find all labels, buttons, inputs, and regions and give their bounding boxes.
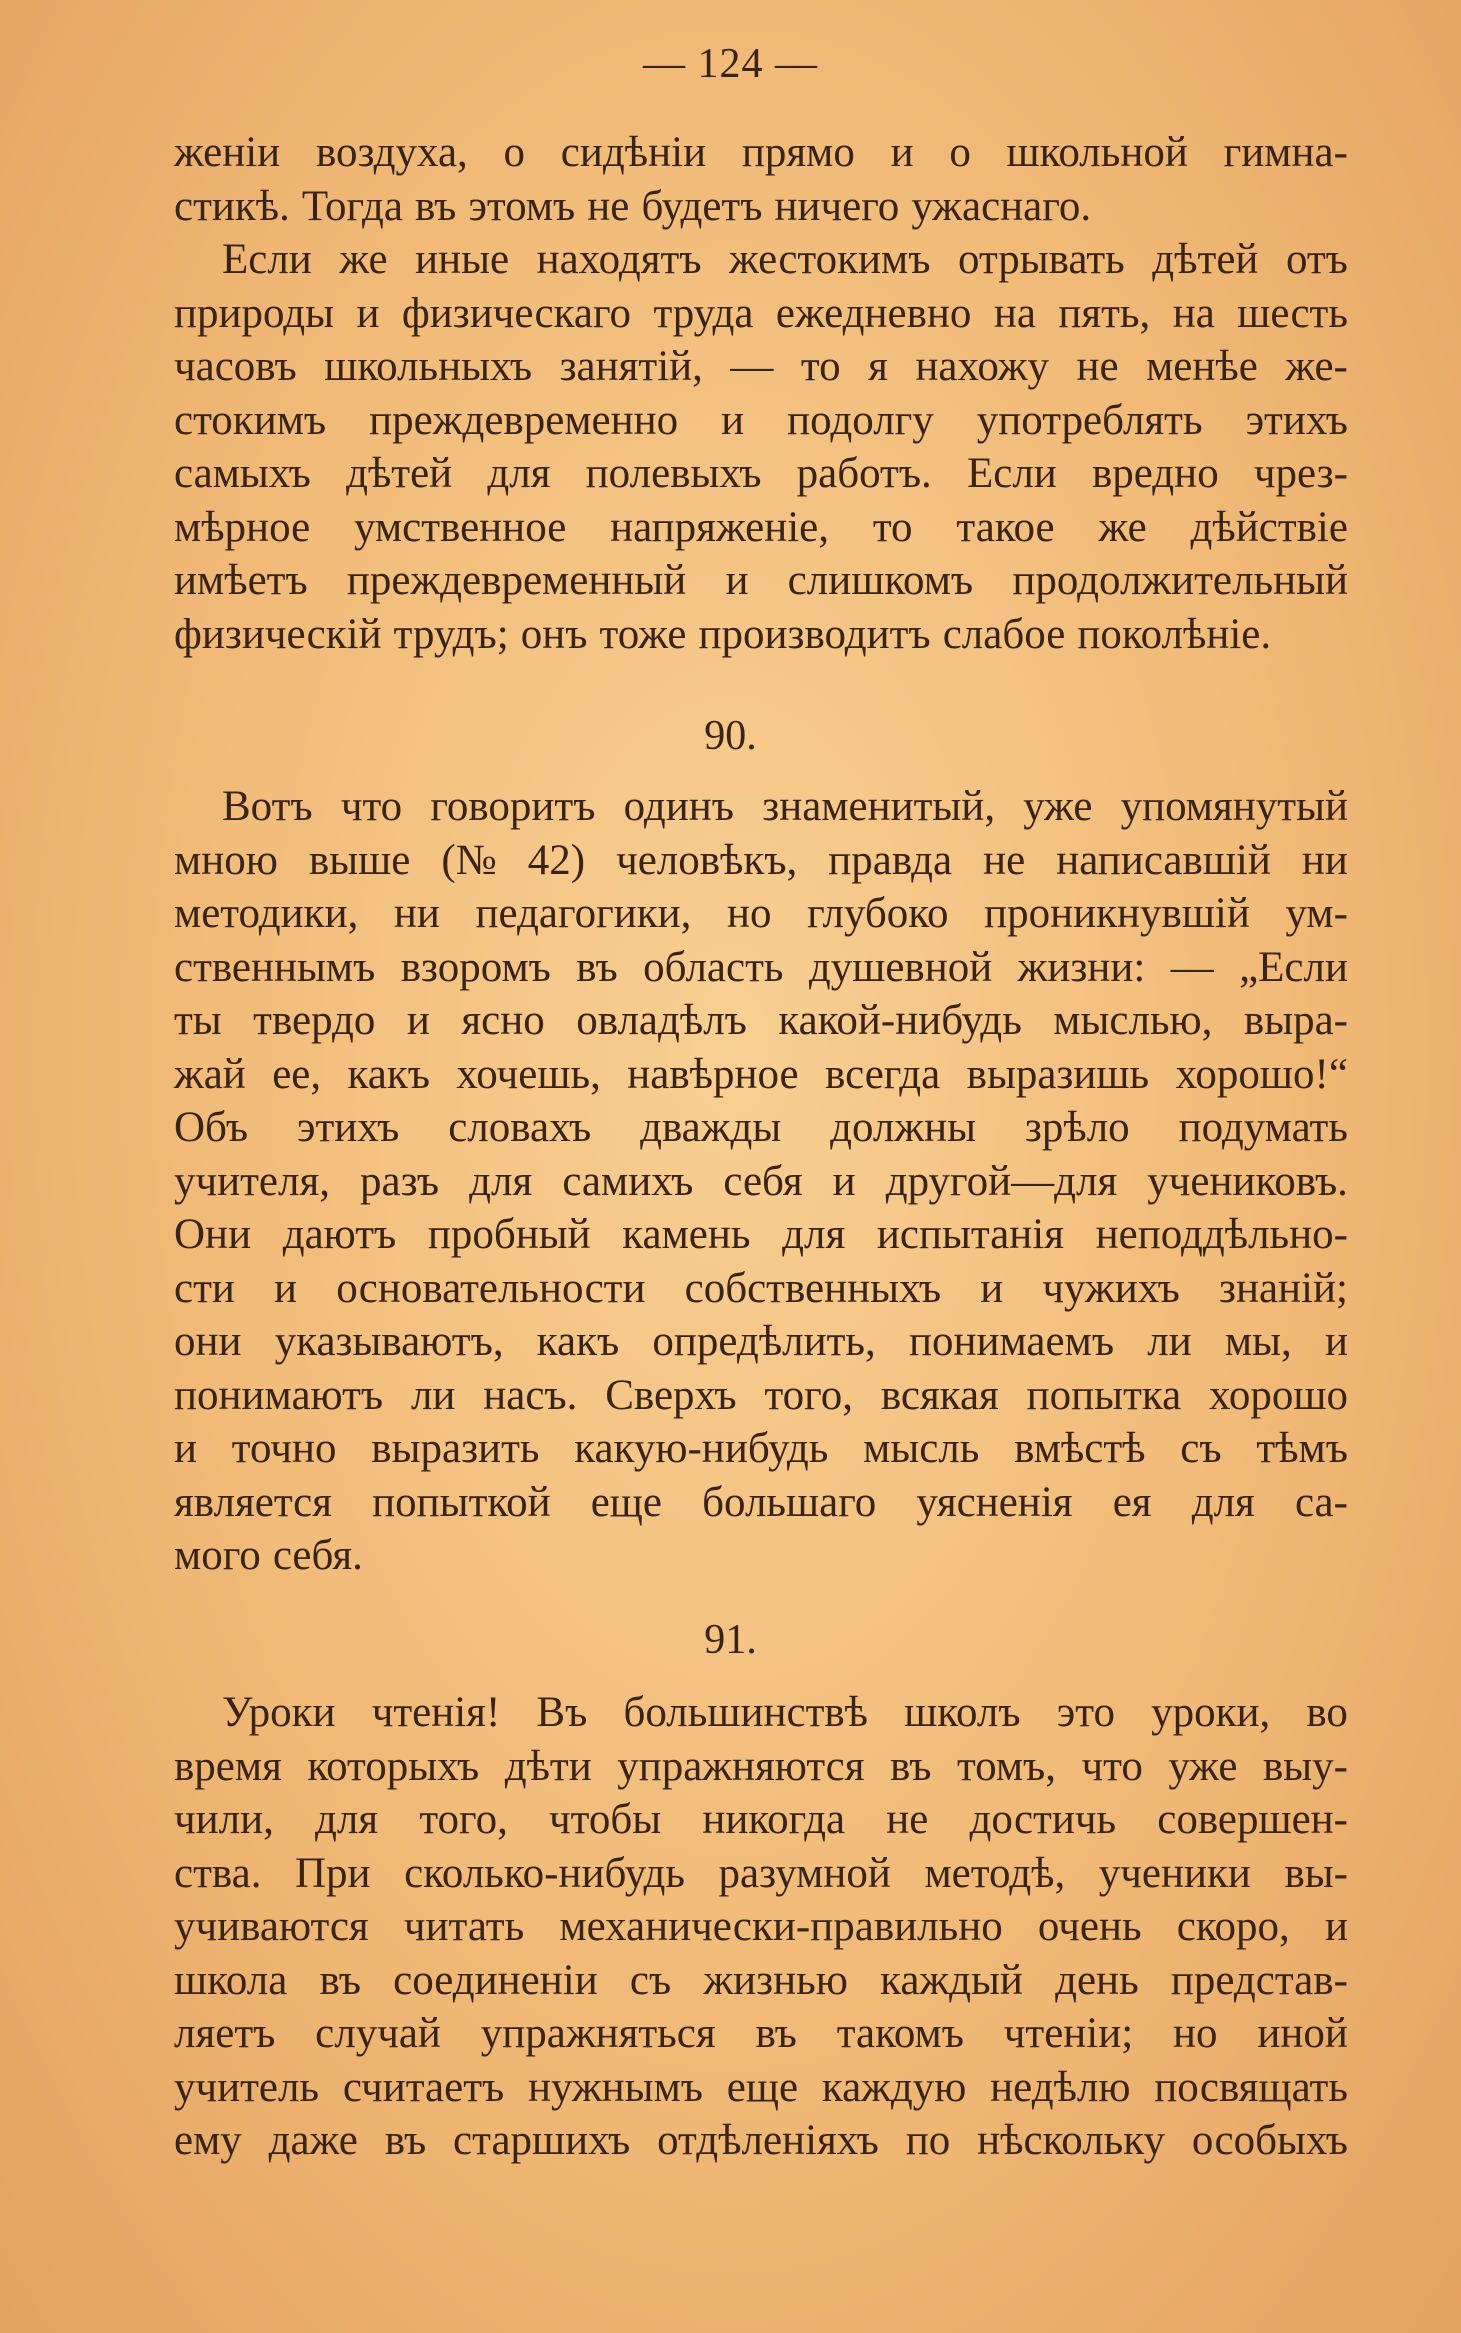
word: съ: [629, 1956, 672, 2004]
word: упражняться: [480, 2010, 716, 2057]
text-line: [174, 1422, 1348, 1476]
word: не: [587, 182, 630, 230]
word: и: [1324, 1318, 1348, 1365]
word: труда: [653, 289, 754, 337]
text-line: [174, 2007, 1348, 2061]
word: прямо: [741, 129, 855, 176]
word: чили,: [174, 1796, 274, 1843]
word: же: [339, 236, 388, 283]
word: въ: [890, 1742, 932, 1790]
word: какую-нибудь: [574, 1425, 829, 1472]
word: выра-: [1243, 997, 1348, 1044]
word: каждую: [821, 2063, 967, 2111]
word: выразишь: [966, 1050, 1150, 1098]
word: сидѣніи: [560, 129, 707, 176]
word: вы-: [1284, 1849, 1348, 1897]
word: себя: [723, 1157, 803, 1205]
word: школьныхъ: [324, 343, 533, 390]
word: посвящать: [1154, 2063, 1348, 2111]
word: то: [800, 343, 841, 390]
word: отрывать: [958, 236, 1125, 283]
word: какой-нибудь: [778, 997, 1022, 1044]
word: человѣкъ,: [616, 836, 798, 884]
word: ежедневно: [775, 289, 972, 337]
word: область: [643, 943, 784, 991]
word: ум-: [1285, 890, 1348, 937]
word: жизнью: [703, 1956, 848, 2004]
word: мысль: [863, 1425, 980, 1472]
word: сколько-нибудь: [404, 1849, 685, 1897]
word: съ: [1180, 1425, 1222, 1472]
word: менѣе: [1146, 343, 1258, 390]
word: же-: [1285, 343, 1348, 390]
word: проникнувшій: [984, 890, 1250, 937]
text-line: [174, 994, 1348, 1048]
word: слишкомъ: [787, 557, 974, 604]
word: При: [295, 1849, 371, 1897]
word: ственнымъ: [174, 943, 376, 991]
text-line: [174, 233, 1348, 287]
word: ученики: [1098, 1849, 1251, 1897]
word: занятій,: [559, 343, 703, 390]
word: этихъ: [296, 1104, 400, 1151]
word: ничего: [774, 182, 900, 230]
word: знаній;: [1218, 1264, 1348, 1312]
word: соединеніи: [393, 1956, 598, 2004]
word: ясно: [461, 997, 545, 1044]
word: достичь: [969, 1796, 1117, 1843]
word: въ: [384, 2117, 427, 2164]
word: пробный: [427, 1211, 591, 1258]
word: словахъ: [448, 1104, 592, 1151]
text-line: [174, 1740, 1348, 1794]
word: учиваются: [174, 1903, 369, 1950]
word: гимна-: [1223, 129, 1348, 176]
word: тѣмъ: [1256, 1425, 1348, 1472]
word: во: [1306, 1689, 1348, 1736]
text-line: [174, 1529, 1348, 1583]
word: и: [406, 997, 430, 1044]
word: глубоко: [807, 890, 949, 937]
word: преждевременный: [346, 557, 687, 604]
word: въ: [576, 943, 618, 991]
word: ему: [174, 2117, 242, 2164]
word: по: [905, 2117, 951, 2164]
word: такомъ: [836, 2010, 964, 2057]
word: поколѣніе.: [1077, 610, 1272, 658]
word: но: [726, 890, 772, 937]
word: умственное: [354, 503, 567, 551]
word: даже: [268, 2117, 358, 2164]
word: уроки,: [1151, 1689, 1271, 1736]
word: говоритъ: [430, 783, 596, 830]
word: пять,: [1058, 289, 1151, 337]
word: день: [1055, 1956, 1139, 2004]
text-line: [174, 1208, 1348, 1262]
section-number: 91.: [704, 1617, 757, 1663]
word: иные: [415, 236, 510, 283]
word: самыхъ: [174, 450, 311, 497]
word: считаетъ: [342, 2063, 505, 2111]
word: нужнымъ: [528, 2063, 704, 2111]
word: всегда: [825, 1050, 941, 1098]
word: слабое: [942, 610, 1066, 658]
word: и: [832, 1157, 856, 1205]
word: выу-: [1262, 1742, 1348, 1790]
word: не: [983, 836, 1026, 884]
word: для: [315, 1796, 379, 1843]
word: точно: [231, 1425, 337, 1472]
word: учениковъ.: [1147, 1157, 1348, 1205]
word: хочешь,: [456, 1050, 601, 1098]
word: и: [174, 1425, 198, 1472]
word: Уроки: [222, 1689, 336, 1736]
word: они: [174, 1318, 242, 1365]
text-line: [174, 340, 1348, 394]
word: природы: [174, 289, 335, 337]
word: для: [469, 1157, 533, 1205]
word: физическаго: [401, 289, 632, 337]
word: не: [886, 1796, 929, 1843]
text-line: [174, 608, 1348, 662]
word: Они: [174, 1211, 252, 1258]
word: указываютъ,: [274, 1318, 504, 1365]
word: въ: [755, 2010, 797, 2057]
word: совершен-: [1157, 1796, 1348, 1843]
word: о: [949, 129, 971, 176]
word: —: [1170, 943, 1214, 991]
word: томъ,: [956, 1742, 1057, 1790]
page-number: — 124 —: [643, 41, 818, 87]
word: камень: [622, 1211, 751, 1258]
word: стикѣ.: [174, 182, 290, 230]
word: на: [993, 289, 1036, 337]
word: дѣтей: [1152, 236, 1259, 283]
text-line: [174, 554, 1348, 608]
word: скоро,: [1176, 1903, 1290, 1950]
text-line: [174, 447, 1348, 501]
word: я: [868, 343, 888, 390]
word: для: [782, 1211, 846, 1258]
word: женіи: [174, 129, 281, 176]
word: мною: [174, 836, 278, 884]
word: о: [503, 129, 526, 176]
word: Если: [966, 450, 1057, 497]
word: знаменитый,: [762, 783, 996, 830]
text-line: [174, 1686, 1348, 1740]
word: чужихъ: [1042, 1264, 1180, 1312]
word: испытанія: [876, 1211, 1064, 1258]
word: и: [725, 557, 749, 604]
text-line: [174, 394, 1348, 448]
word: старшихъ: [453, 2117, 631, 2164]
word: овладѣлъ: [576, 997, 747, 1044]
word: работъ.: [796, 450, 932, 497]
word: еще: [590, 1478, 663, 1526]
word: того,: [419, 1796, 508, 1843]
word: и: [721, 396, 745, 444]
word: ляетъ: [174, 2010, 276, 2057]
word: для: [1191, 1478, 1255, 1526]
word: какъ: [347, 1050, 430, 1098]
word: собственныхъ: [684, 1264, 942, 1312]
text-line: [174, 1476, 1348, 1530]
word: уже: [1023, 783, 1093, 830]
word: попыткой: [372, 1478, 551, 1526]
word: это: [1056, 1689, 1115, 1736]
word: мого: [174, 1532, 261, 1579]
word: „Если: [1239, 943, 1348, 991]
word: ужаснаго.: [911, 182, 1092, 230]
word: стокимъ: [174, 396, 327, 444]
word: упомянутый: [1120, 783, 1348, 830]
word: и: [274, 1264, 298, 1312]
word: особыхъ: [1191, 2117, 1348, 2164]
text-line: [174, 1369, 1348, 1423]
word: чтобы: [549, 1796, 662, 1843]
word: подумать: [1178, 1104, 1348, 1151]
word: что: [340, 783, 403, 830]
word: выше: [308, 836, 411, 884]
word: уже: [1168, 1742, 1238, 1790]
word: чтенія!: [371, 1689, 501, 1736]
word: дѣти: [504, 1742, 592, 1790]
word: воздуха,: [315, 129, 468, 176]
word: школа: [174, 1956, 288, 2004]
word: случай: [315, 2010, 441, 2057]
text-line: [174, 887, 1348, 941]
word: всякая: [880, 1371, 999, 1419]
text-line: [174, 1954, 1348, 2008]
word: дѣтей: [346, 450, 453, 497]
word: сти: [174, 1264, 235, 1312]
word: педагогики,: [475, 890, 692, 937]
word: понимаемъ: [908, 1318, 1115, 1365]
word: ее,: [272, 1050, 322, 1098]
word: тоже: [599, 610, 687, 658]
word: но: [1173, 2010, 1218, 2057]
word: нахожу: [915, 343, 1049, 390]
word: не: [1076, 343, 1119, 390]
text-line: [174, 1900, 1348, 1954]
word: основательности: [336, 1264, 646, 1312]
word: отдѣленіяхъ: [657, 2117, 879, 2164]
word: ли: [410, 1371, 456, 1419]
word: хорошо: [1209, 1371, 1348, 1419]
word: себя.: [272, 1532, 363, 1579]
word: будетъ: [641, 182, 763, 230]
section-90-text: [174, 780, 1348, 1583]
word: часовъ: [174, 343, 297, 390]
word: школьной: [1006, 129, 1188, 176]
word: недѣлю: [990, 2063, 1131, 2111]
word: учителя,: [174, 1157, 331, 1205]
word: которыхъ: [307, 1742, 480, 1790]
word: разъ: [360, 1157, 440, 1205]
word: еще: [726, 2063, 799, 2111]
word: полевыхъ: [585, 450, 762, 497]
word: (№: [441, 836, 497, 884]
word: Объ: [174, 1104, 249, 1151]
word: жай: [174, 1050, 246, 1098]
word: мѣрное: [174, 503, 311, 551]
word: са-: [1294, 1478, 1348, 1526]
word: насъ.: [483, 1371, 578, 1419]
section-number: 90.: [704, 713, 757, 759]
word: жизни:: [1017, 943, 1146, 991]
word: уясненія: [916, 1478, 1073, 1526]
word: упражняются: [617, 1742, 865, 1790]
word: учитель: [174, 2063, 320, 2111]
word: опредѣлить,: [652, 1318, 876, 1365]
word: душевной: [808, 943, 993, 991]
word: 42): [527, 836, 586, 884]
word: механически-правильно: [559, 1903, 1003, 1950]
word: навѣрное: [627, 1050, 799, 1098]
text-line: [174, 126, 1348, 180]
word: ли: [1147, 1318, 1192, 1365]
word: Сверхъ: [605, 1371, 737, 1419]
word: хорошо!“: [1175, 1050, 1348, 1098]
word: чтеніи;: [1003, 2010, 1134, 2057]
text-line: [174, 2114, 1348, 2168]
text-line: [174, 1155, 1348, 1209]
word: въ: [319, 1956, 361, 2004]
text-line: [174, 2061, 1348, 2115]
text-line: [174, 834, 1348, 888]
text-line: [174, 1101, 1348, 1155]
word: какъ: [536, 1318, 620, 1365]
text-line: [174, 287, 1348, 341]
word: время: [174, 1742, 282, 1790]
word: жестокимъ: [729, 236, 931, 283]
word: каждый: [880, 1956, 1023, 2004]
word: большаго: [702, 1478, 877, 1526]
word: читать: [403, 1903, 525, 1950]
word: очень: [1037, 1903, 1142, 1950]
word: другой—для: [885, 1157, 1118, 1205]
word: взоромъ: [400, 943, 551, 991]
text-line: [174, 1262, 1348, 1316]
word: этомъ: [468, 182, 576, 230]
word: трудъ;: [393, 610, 509, 658]
word: иной: [1257, 2010, 1348, 2057]
word: ни: [1301, 836, 1348, 884]
word: неподдѣльно-: [1095, 1211, 1348, 1258]
word: мыслью,: [1053, 997, 1213, 1044]
word: даютъ: [282, 1211, 397, 1258]
word: методики,: [174, 890, 359, 937]
word: же: [1098, 503, 1147, 551]
word: дважды: [640, 1104, 782, 1151]
word: ства.: [174, 1849, 262, 1897]
text-line: [174, 1793, 1348, 1847]
word: вредно: [1091, 450, 1219, 497]
text-block-continuation: [174, 126, 1348, 661]
word: большинствѣ: [623, 1689, 869, 1736]
word: нѣскольку: [977, 2117, 1166, 2164]
word: мы,: [1224, 1318, 1292, 1365]
text-line: [174, 1847, 1348, 1901]
word: физическій: [174, 610, 382, 658]
section-91-text: [174, 1686, 1348, 2168]
word: и: [890, 129, 914, 176]
word: ты: [174, 997, 222, 1044]
text-line: [174, 180, 1348, 234]
word: чрез-: [1253, 450, 1348, 497]
word: является: [174, 1478, 333, 1526]
word: дѣйствіе: [1190, 503, 1348, 551]
word: и: [980, 1264, 1004, 1312]
word: производитъ: [698, 610, 931, 658]
word: подолгу: [787, 396, 934, 444]
word: разумной: [718, 1849, 891, 1897]
word: представ-: [1170, 1956, 1348, 2004]
word: для: [487, 450, 551, 497]
word: шесть: [1237, 289, 1348, 337]
word: въ: [414, 182, 457, 230]
word: то: [872, 503, 913, 551]
text-line: [174, 941, 1348, 995]
word: Въ: [536, 1689, 588, 1736]
word: отъ: [1285, 236, 1348, 283]
word: написавшій: [1056, 836, 1271, 884]
word: напряженіе,: [610, 503, 829, 551]
text-line: [174, 1315, 1348, 1369]
word: зрѣло: [1024, 1104, 1130, 1151]
word: Вотъ: [222, 783, 313, 830]
word: употреблять: [976, 396, 1203, 444]
word: —: [730, 343, 774, 390]
word: Тогда: [301, 182, 403, 230]
word: самихъ: [562, 1157, 694, 1205]
word: такое: [956, 503, 1055, 551]
word: попытка: [1026, 1371, 1182, 1419]
text-line: [174, 1048, 1348, 1102]
word: и: [1324, 1903, 1348, 1950]
word: должны: [830, 1104, 977, 1151]
word: того,: [764, 1371, 853, 1419]
word: что: [1081, 1742, 1143, 1790]
word: на: [1172, 289, 1215, 337]
word: вмѣстѣ: [1014, 1425, 1146, 1472]
word: преждевременно: [369, 396, 679, 444]
word: правда: [828, 836, 953, 884]
word: понимаютъ: [174, 1371, 384, 1419]
word: школъ: [904, 1689, 1021, 1736]
word: Если: [222, 236, 312, 283]
text-line: [174, 780, 1348, 834]
word: имѣетъ: [174, 557, 308, 604]
word: ни: [393, 890, 440, 937]
word: методѣ,: [924, 1849, 1066, 1897]
word: одинъ: [623, 783, 735, 830]
word: выразить: [371, 1425, 540, 1472]
text-line: [174, 501, 1348, 555]
word: продолжительный: [1012, 557, 1348, 604]
word: и: [356, 289, 380, 337]
word: онъ: [520, 610, 588, 658]
word: никогда: [702, 1796, 846, 1843]
word: этихъ: [1245, 396, 1348, 444]
word: твердо: [253, 997, 376, 1044]
word: находятъ: [536, 236, 702, 283]
word: ея: [1112, 1478, 1152, 1526]
